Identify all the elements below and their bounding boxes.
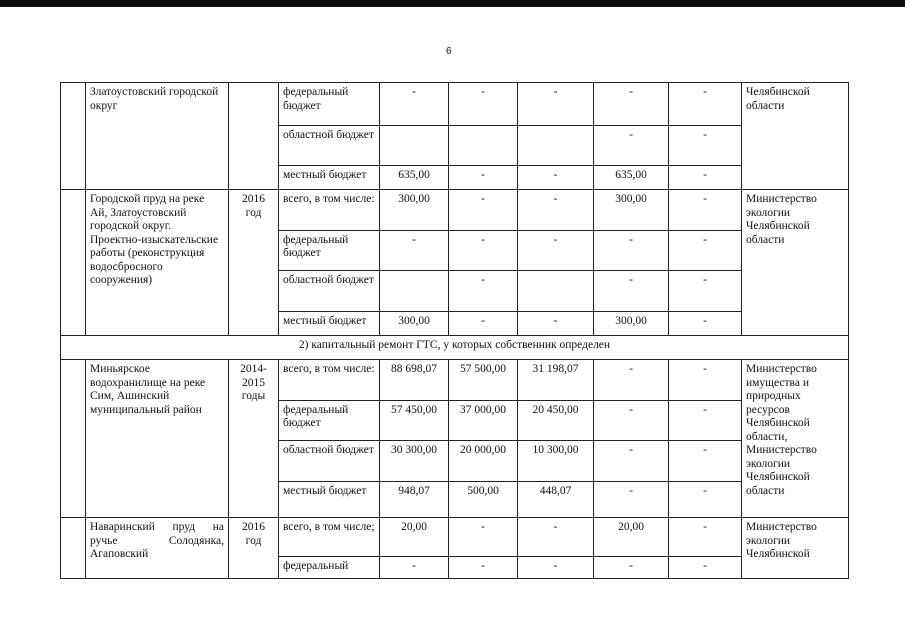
- amount-2015-cell: -: [518, 556, 594, 578]
- amount-2017-cell: -: [669, 271, 742, 311]
- amount-2016-cell: -: [594, 556, 669, 578]
- amount-2014-cell: -: [449, 518, 518, 556]
- amount-total-cell: -: [380, 83, 449, 126]
- scan-top-edge: [0, 0, 905, 7]
- source-label-cell: федеральный бюджет: [279, 83, 380, 126]
- period-cell: 2014-2015 годы: [229, 360, 279, 518]
- table-row: [61, 83, 849, 126]
- executor-cell: Министерство имущества и природных ресурсов Челябинской области, Министерство экологии Челябинской области: [742, 360, 849, 518]
- amount-total-cell: 20,00: [380, 518, 449, 556]
- amount-2015-cell: 20 450,00: [518, 400, 594, 440]
- amount-2014-cell: 500,00: [449, 481, 518, 517]
- amount-2014-cell: 20 000,00: [449, 441, 518, 481]
- object-name-cell: Златоустовский городской округ: [86, 83, 229, 190]
- amount-2015-cell: -: [518, 311, 594, 335]
- table-row: [61, 190, 849, 230]
- amount-2016-cell: -: [594, 481, 669, 517]
- executor-cell: Министерство экологии Челябинской области: [742, 190, 849, 336]
- amount-2015-cell: 31 198,07: [518, 360, 594, 400]
- table-row: [61, 336, 849, 360]
- amount-2017-cell: -: [669, 400, 742, 440]
- amount-2014-cell: -: [449, 190, 518, 230]
- amount-2014-cell: -: [449, 311, 518, 335]
- amount-total-cell: 300,00: [380, 311, 449, 335]
- amount-total-cell: 30 300,00: [380, 441, 449, 481]
- executor-cell: Министерство экологии Челябинской: [742, 518, 849, 579]
- program-funding-table: [60, 82, 849, 579]
- amount-2016-cell: 20,00: [594, 518, 669, 556]
- source-label-cell: местный бюджет: [279, 165, 380, 189]
- amount-total-cell: 300,00: [380, 190, 449, 230]
- amount-2014-cell: -: [449, 165, 518, 189]
- row-number-cell: [61, 518, 86, 579]
- amount-2016-cell: 635,00: [594, 165, 669, 189]
- amount-total-cell: 948,07: [380, 481, 449, 517]
- amount-2015-cell: -: [518, 230, 594, 270]
- amount-2014-cell: -: [449, 556, 518, 578]
- amount-2014-cell: [449, 125, 518, 165]
- amount-2014-cell: -: [449, 271, 518, 311]
- amount-2015-cell: 10 300,00: [518, 441, 594, 481]
- row-number-cell: [61, 190, 86, 336]
- amount-2016-cell: -: [594, 271, 669, 311]
- amount-2015-cell: [518, 125, 594, 165]
- source-label-cell: федеральный бюджет: [279, 400, 380, 440]
- amount-2015-cell: [518, 271, 594, 311]
- amount-2016-cell: -: [594, 441, 669, 481]
- amount-total-cell: [380, 125, 449, 165]
- source-label-cell: всего, в том числе:: [279, 360, 380, 400]
- source-label-cell: местный бюджет: [279, 481, 380, 517]
- amount-2017-cell: -: [669, 125, 742, 165]
- amount-2015-cell: -: [518, 83, 594, 126]
- amount-2014-cell: 57 500,00: [449, 360, 518, 400]
- page-number: 6: [446, 46, 452, 57]
- object-name-cell: Наваринский пруд на ручье Солодянка, Агаповский: [86, 518, 229, 579]
- amount-2017-cell: -: [669, 360, 742, 400]
- amount-2015-cell: -: [518, 165, 594, 189]
- source-label-cell: всего, в том числе:: [279, 190, 380, 230]
- source-label-cell: федеральный: [279, 556, 380, 578]
- period-cell: [229, 83, 279, 190]
- amount-2015-cell: -: [518, 190, 594, 230]
- amount-2017-cell: -: [669, 83, 742, 126]
- amount-2016-cell: 300,00: [594, 311, 669, 335]
- amount-2014-cell: -: [449, 83, 518, 126]
- amount-2015-cell: 448,07: [518, 481, 594, 517]
- object-name-cell: Миньярское водохранилище на реке Сим, Ашинский муниципальный район: [86, 360, 229, 518]
- source-label-cell: областной бюджет: [279, 441, 380, 481]
- amount-2016-cell: -: [594, 360, 669, 400]
- amount-2017-cell: -: [669, 481, 742, 517]
- amount-total-cell: -: [380, 556, 449, 578]
- amount-total-cell: -: [380, 230, 449, 270]
- amount-2017-cell: -: [669, 190, 742, 230]
- period-cell: 2016 год: [229, 518, 279, 579]
- amount-total-cell: 57 450,00: [380, 400, 449, 440]
- row-number-cell: [61, 83, 86, 190]
- source-label-cell: местный бюджет: [279, 311, 380, 335]
- source-label-cell: областной бюджет: [279, 271, 380, 311]
- amount-2017-cell: -: [669, 230, 742, 270]
- table-row: [61, 360, 849, 400]
- amount-2016-cell: -: [594, 400, 669, 440]
- source-label-cell: федеральный бюджет: [279, 230, 380, 270]
- amount-2014-cell: 37 000,00: [449, 400, 518, 440]
- amount-total-cell: 635,00: [380, 165, 449, 189]
- row-number-cell: [61, 360, 86, 518]
- object-name-cell: Городской пруд на реке Ай, Златоустовский городской округ. Проектно-изыскательские работы (реконструкция водосбросного сооружения): [86, 190, 229, 336]
- amount-2017-cell: -: [669, 518, 742, 556]
- amount-total-cell: 88 698,07: [380, 360, 449, 400]
- amount-2014-cell: -: [449, 230, 518, 270]
- section-subheading: 2) капитальный ремонт ГТС, у которых собственник определен: [61, 336, 849, 360]
- table-row: [61, 518, 849, 556]
- amount-total-cell: [380, 271, 449, 311]
- amount-2015-cell: -: [518, 518, 594, 556]
- period-cell: 2016 год: [229, 190, 279, 336]
- source-label-cell: областной бюджет: [279, 125, 380, 165]
- amount-2017-cell: -: [669, 556, 742, 578]
- executor-cell: Челябинской области: [742, 83, 849, 190]
- amount-2017-cell: -: [669, 311, 742, 335]
- amount-2017-cell: -: [669, 441, 742, 481]
- source-label-cell: всего, в том числе;: [279, 518, 380, 556]
- amount-2016-cell: -: [594, 83, 669, 126]
- amount-2016-cell: -: [594, 230, 669, 270]
- amount-2016-cell: -: [594, 125, 669, 165]
- amount-2017-cell: -: [669, 165, 742, 189]
- amount-2016-cell: 300,00: [594, 190, 669, 230]
